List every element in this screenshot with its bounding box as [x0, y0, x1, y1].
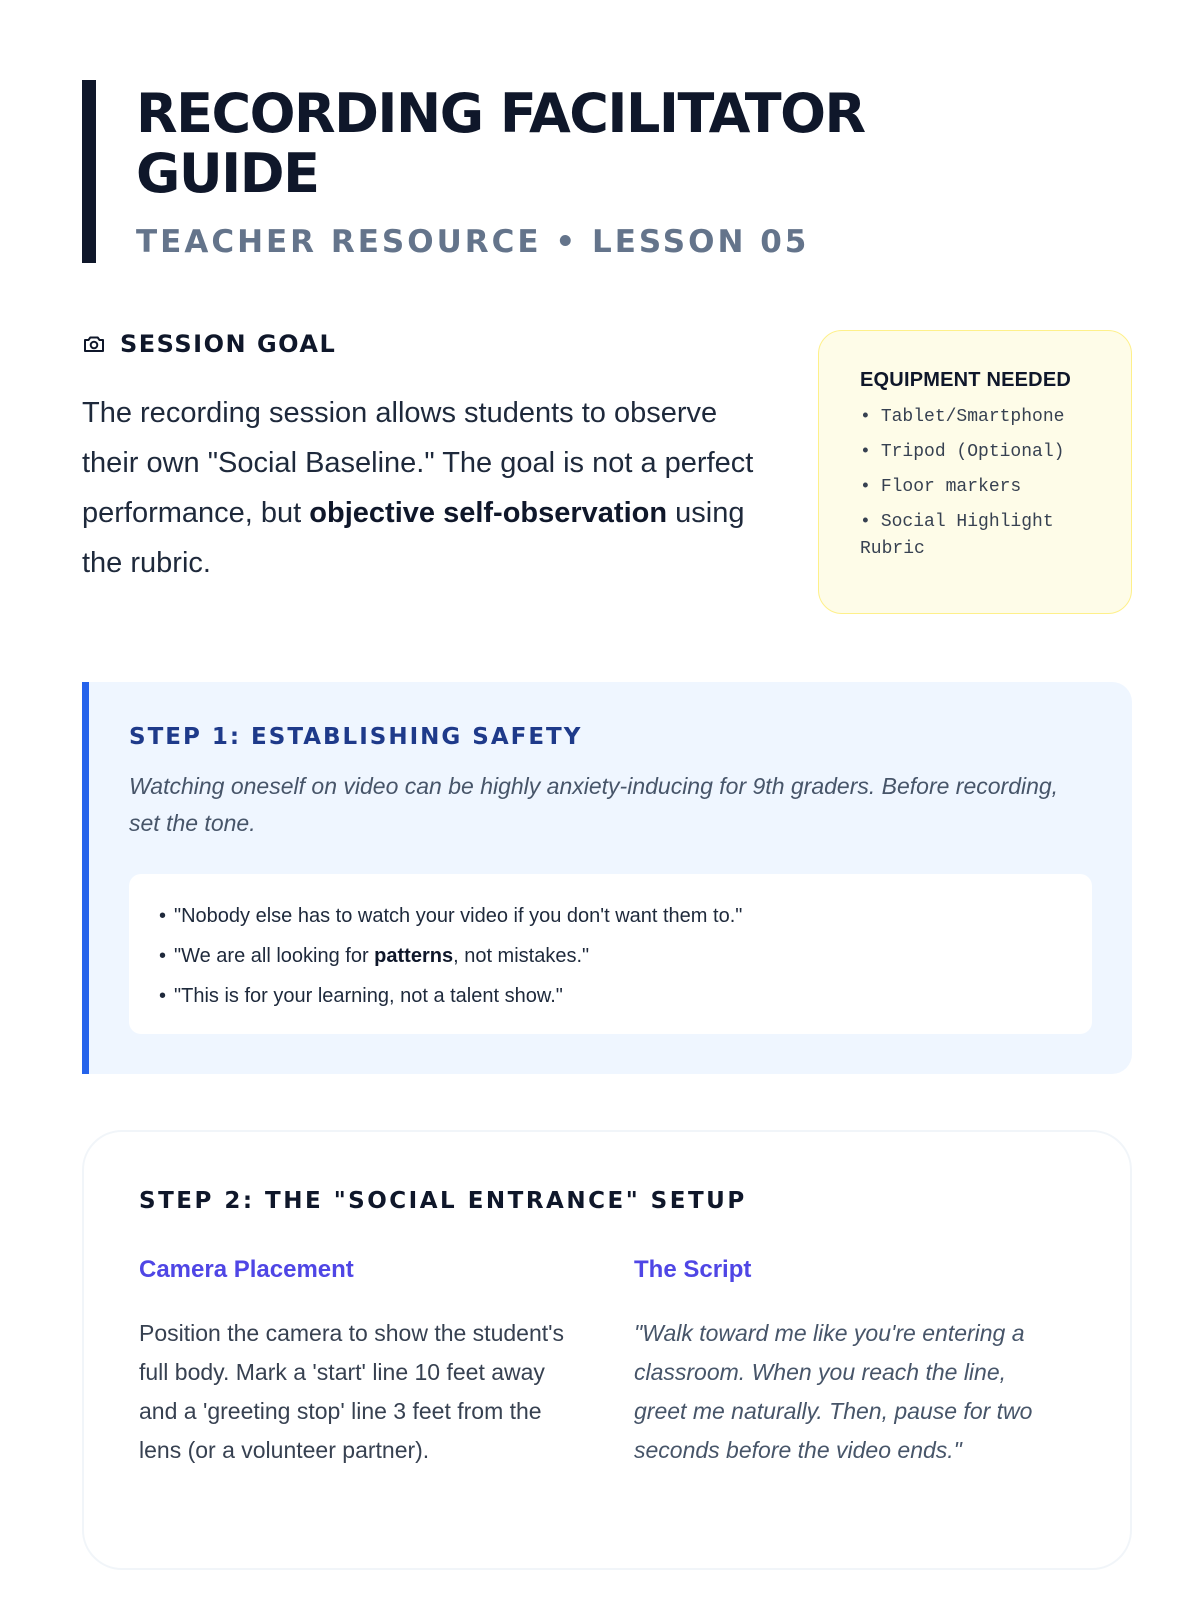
list-item: • "This is for your learning, not a talent show."	[159, 976, 1062, 1016]
session-goal-label: SESSION GOAL	[120, 330, 337, 358]
title-line-2: GUIDE	[136, 142, 319, 205]
session-goal-text	[82, 388, 762, 588]
equipment-box	[818, 330, 1132, 614]
page-header	[82, 80, 1132, 263]
step1-section	[82, 682, 1132, 1074]
script-text: "Walk toward me like you're entering a classroom. When you reach the line, greet me naturally. Then, pause for two seconds before the video ends."	[634, 1320, 1033, 1463]
step2-title: STEP 2: THE "SOCIAL ENTRANCE" SETUP	[139, 1188, 747, 1214]
equipment-item: • Tablet/Smartphone	[860, 404, 1105, 431]
equipment-item: • Tripod (Optional)	[860, 439, 1105, 466]
step2-section	[82, 1130, 1132, 1570]
equipment-item: • Social Highlight Rubric	[860, 509, 1105, 563]
camera-placement-text: Position the camera to show the student's full body. Mark a 'start' line 10 feet away and a 'greeting stop' line 3 feet from the lens (or a volunteer partner).	[139, 1320, 565, 1463]
equipment-list	[860, 404, 1105, 563]
step1-quote-list	[159, 896, 1062, 1016]
equipment-title: EQUIPMENT NEEDED	[860, 369, 1072, 391]
title-line-1: RECORDING FACILITATOR	[136, 82, 865, 145]
quote2-emphasis: patterns	[374, 945, 454, 967]
camera-placement-heading: Camera Placement	[139, 1256, 354, 1283]
goal-text-part1: The recording session allows students to observe their own "Social Baseline." The goal is not a perfect performance, but	[82, 397, 754, 529]
page-title	[136, 80, 1132, 204]
session-goal-section	[82, 330, 762, 588]
script-heading: The Script	[634, 1256, 752, 1283]
equipment-item: • Floor markers	[860, 474, 1105, 501]
list-item: • "Nobody else has to watch your video if you don't want them to."	[159, 896, 1062, 936]
goal-text-emphasis: objective self-observation	[309, 497, 668, 529]
step2-columns	[139, 1256, 1075, 1470]
camera-icon	[82, 332, 106, 356]
script-column	[634, 1256, 1074, 1470]
step1-quote-box	[129, 874, 1092, 1034]
quote2-pre: "We are all looking for	[174, 945, 375, 967]
step1-title: STEP 1: ESTABLISHING SAFETY	[129, 724, 583, 750]
goal-text-part2: using the rubric.	[82, 497, 745, 579]
quote2-post: , not mistakes."	[453, 945, 590, 967]
session-goal-heading	[82, 330, 762, 358]
page-subtitle: TEACHER RESOURCE • LESSON 05	[136, 224, 810, 260]
step1-intro: Watching oneself on video can be highly anxiety-inducing for 9th graders. Before recording, set the tone.	[129, 773, 1059, 836]
list-item	[159, 936, 1062, 976]
camera-placement-column	[139, 1256, 634, 1470]
